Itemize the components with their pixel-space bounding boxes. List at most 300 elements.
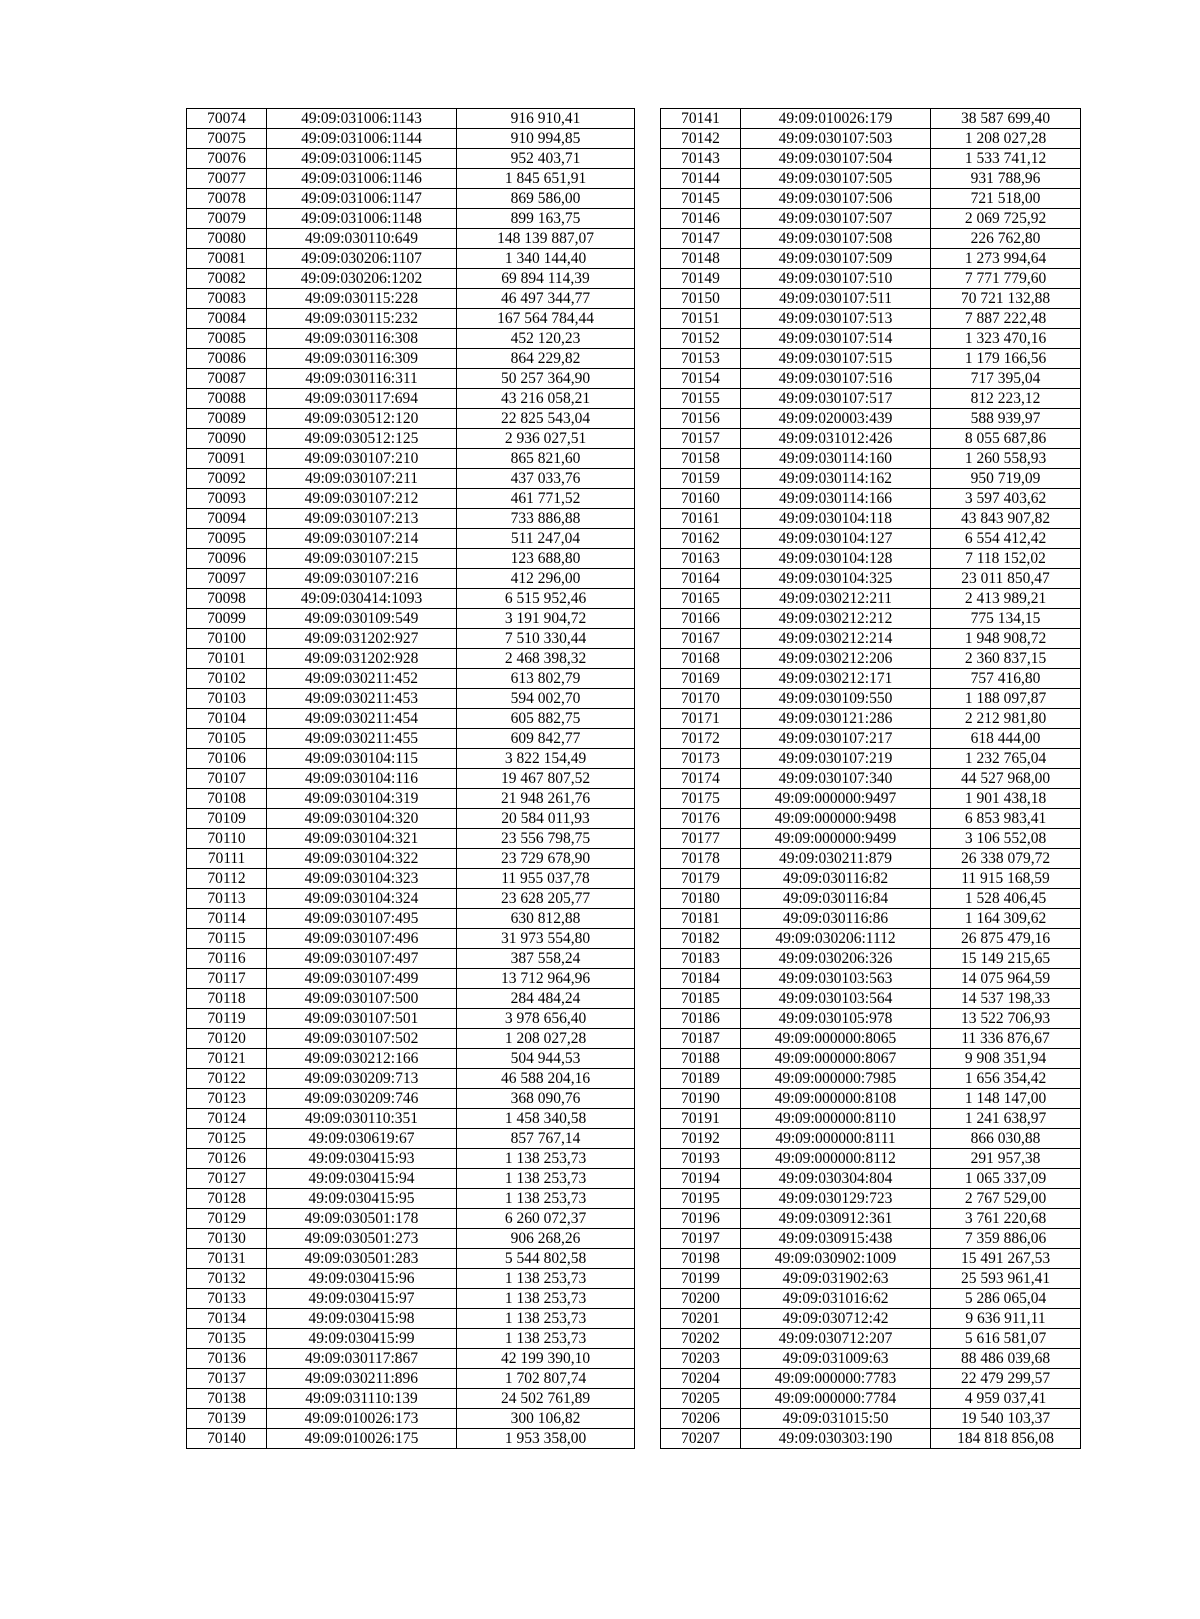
- table-row: [661, 289, 1081, 309]
- value-cell: 775 134,15: [931, 609, 1081, 629]
- cadastral-number-cell: 49:09:030212:171: [741, 669, 931, 689]
- row-number-cell: 70079: [187, 209, 267, 229]
- cadastral-number-cell: 49:09:030115:228: [267, 289, 457, 309]
- cadastral-number-cell: 49:09:030415:97: [267, 1289, 457, 1309]
- cadastral-number-cell: 49:09:031006:1146: [267, 169, 457, 189]
- table-row: [661, 1249, 1081, 1269]
- table-row: [661, 1389, 1081, 1409]
- row-number-cell: 70103: [187, 689, 267, 709]
- value-cell: 6 554 412,42: [931, 529, 1081, 549]
- value-cell: 42 199 390,10: [457, 1349, 635, 1369]
- row-number-cell: 70207: [661, 1429, 741, 1449]
- table-row: [661, 229, 1081, 249]
- table-row: [661, 1169, 1081, 1189]
- cadastral-number-cell: 49:09:030211:879: [741, 849, 931, 869]
- cadastral-number-cell: 49:09:030501:178: [267, 1209, 457, 1229]
- table-row: [661, 509, 1081, 529]
- value-cell: 1 953 358,00: [457, 1429, 635, 1449]
- value-cell: 3 106 552,08: [931, 829, 1081, 849]
- cadastral-number-cell: 49:09:030415:95: [267, 1189, 457, 1209]
- value-cell: 1 656 354,42: [931, 1069, 1081, 1089]
- cadastral-number-cell: 49:09:000000:7784: [741, 1389, 931, 1409]
- value-cell: 3 822 154,49: [457, 749, 635, 769]
- value-cell: 1 138 253,73: [457, 1169, 635, 1189]
- row-number-cell: 70123: [187, 1089, 267, 1109]
- row-number-cell: 70129: [187, 1209, 267, 1229]
- table-row: [187, 209, 635, 229]
- cadastral-number-cell: 49:09:030110:351: [267, 1109, 457, 1129]
- table-row: [661, 309, 1081, 329]
- cadastral-number-cell: 49:09:030211:896: [267, 1369, 457, 1389]
- value-cell: 2 212 981,80: [931, 709, 1081, 729]
- row-number-cell: 70198: [661, 1249, 741, 1269]
- row-number-cell: 70193: [661, 1149, 741, 1169]
- row-number-cell: 70132: [187, 1269, 267, 1289]
- value-cell: 812 223,12: [931, 389, 1081, 409]
- value-cell: 148 139 887,07: [457, 229, 635, 249]
- value-cell: 88 486 039,68: [931, 1349, 1081, 1369]
- table-row: [661, 749, 1081, 769]
- table-row: [187, 1389, 635, 1409]
- cadastral-number-cell: 49:09:030211:454: [267, 709, 457, 729]
- cadastral-number-cell: 49:09:030107:217: [741, 729, 931, 749]
- table-row: [661, 689, 1081, 709]
- value-cell: 23 011 850,47: [931, 569, 1081, 589]
- value-cell: 5 544 802,58: [457, 1249, 635, 1269]
- row-number-cell: 70206: [661, 1409, 741, 1429]
- row-number-cell: 70139: [187, 1409, 267, 1429]
- value-cell: 38 587 699,40: [931, 109, 1081, 129]
- value-cell: 23 628 205,77: [457, 889, 635, 909]
- row-number-cell: 70143: [661, 149, 741, 169]
- row-number-cell: 70189: [661, 1069, 741, 1089]
- cadastral-number-cell: 49:09:030712:42: [741, 1309, 931, 1329]
- table-row: [661, 1429, 1081, 1449]
- table-row: [661, 1409, 1081, 1429]
- cadastral-number-cell: 49:09:030107:502: [267, 1029, 457, 1049]
- cadastral-number-cell: 49:09:030104:128: [741, 549, 931, 569]
- cadastral-number-cell: 49:09:000000:8112: [741, 1149, 931, 1169]
- table-row: [187, 689, 635, 709]
- table-row: [661, 1189, 1081, 1209]
- row-number-cell: 70130: [187, 1229, 267, 1249]
- row-number-cell: 70088: [187, 389, 267, 409]
- row-number-cell: 70104: [187, 709, 267, 729]
- table-row: [187, 1089, 635, 1109]
- cadastral-number-cell: 49:09:030712:207: [741, 1329, 931, 1349]
- table-row: [187, 1069, 635, 1089]
- table-row: [187, 829, 635, 849]
- value-cell: 1 138 253,73: [457, 1329, 635, 1349]
- cadastral-number-cell: 49:09:030501:273: [267, 1229, 457, 1249]
- row-number-cell: 70155: [661, 389, 741, 409]
- cadastral-number-cell: 49:09:030212:214: [741, 629, 931, 649]
- row-number-cell: 70118: [187, 989, 267, 1009]
- value-cell: 865 821,60: [457, 449, 635, 469]
- value-cell: 23 729 678,90: [457, 849, 635, 869]
- row-number-cell: 70089: [187, 409, 267, 429]
- table-row: [661, 669, 1081, 689]
- cadastral-number-cell: 49:09:031006:1143: [267, 109, 457, 129]
- row-number-cell: 70094: [187, 509, 267, 529]
- table-row: [661, 1209, 1081, 1229]
- table-row: [661, 269, 1081, 289]
- table-row: [661, 389, 1081, 409]
- cadastral-number-cell: 49:09:000000:9497: [741, 789, 931, 809]
- cadastral-number-cell: 49:09:030116:311: [267, 369, 457, 389]
- value-cell: 22 479 299,57: [931, 1369, 1081, 1389]
- value-cell: 2 767 529,00: [931, 1189, 1081, 1209]
- table-row: [661, 469, 1081, 489]
- row-number-cell: 70180: [661, 889, 741, 909]
- row-number-cell: 70141: [661, 109, 741, 129]
- cadastral-number-cell: 49:09:000000:8108: [741, 1089, 931, 1109]
- value-cell: 717 395,04: [931, 369, 1081, 389]
- cadastral-number-cell: 49:09:020003:439: [741, 409, 931, 429]
- value-cell: 857 767,14: [457, 1129, 635, 1149]
- value-cell: 20 584 011,93: [457, 809, 635, 829]
- cadastral-number-cell: 49:09:030109:549: [267, 609, 457, 629]
- row-number-cell: 70151: [661, 309, 741, 329]
- value-cell: 43 843 907,82: [931, 509, 1081, 529]
- row-number-cell: 70179: [661, 869, 741, 889]
- value-cell: 50 257 364,90: [457, 369, 635, 389]
- row-number-cell: 70082: [187, 269, 267, 289]
- cadastral-number-cell: 49:09:030107:501: [267, 1009, 457, 1029]
- cadastral-number-cell: 49:09:030206:1202: [267, 269, 457, 289]
- cadastral-number-cell: 49:09:031015:50: [741, 1409, 931, 1429]
- value-cell: 6 515 952,46: [457, 589, 635, 609]
- row-number-cell: 70149: [661, 269, 741, 289]
- table-row: [661, 1009, 1081, 1029]
- value-cell: 1 702 807,74: [457, 1369, 635, 1389]
- cadastral-number-cell: 49:09:030107:215: [267, 549, 457, 569]
- cadastral-number-cell: 49:09:031006:1148: [267, 209, 457, 229]
- row-number-cell: 70162: [661, 529, 741, 549]
- value-cell: 916 910,41: [457, 109, 635, 129]
- row-number-cell: 70091: [187, 449, 267, 469]
- table-row: [187, 1129, 635, 1149]
- table-row: [187, 1329, 635, 1349]
- cadastral-number-cell: 49:09:030107:211: [267, 469, 457, 489]
- cadastral-number-cell: 49:09:000000:8111: [741, 1129, 931, 1149]
- cadastral-number-cell: 49:09:030116:86: [741, 909, 931, 929]
- table-row: [187, 1109, 635, 1129]
- table-row: [661, 609, 1081, 629]
- row-number-cell: 70115: [187, 929, 267, 949]
- table-row: [661, 149, 1081, 169]
- cadastral-number-cell: 49:09:031902:63: [741, 1269, 931, 1289]
- table-row: [187, 1269, 635, 1289]
- value-cell: 3 597 403,62: [931, 489, 1081, 509]
- table-row: [661, 1049, 1081, 1069]
- value-cell: 461 771,52: [457, 489, 635, 509]
- value-cell: 1 948 908,72: [931, 629, 1081, 649]
- row-number-cell: 70085: [187, 329, 267, 349]
- value-cell: 1 340 144,40: [457, 249, 635, 269]
- row-number-cell: 70076: [187, 149, 267, 169]
- row-number-cell: 70177: [661, 829, 741, 849]
- cadastral-number-cell: 49:09:030415:99: [267, 1329, 457, 1349]
- table-row: [661, 349, 1081, 369]
- cadastral-number-cell: 49:09:030104:116: [267, 769, 457, 789]
- table-row: [187, 889, 635, 909]
- table-row: [661, 1369, 1081, 1389]
- value-cell: 588 939,97: [931, 409, 1081, 429]
- table-row: [661, 1329, 1081, 1349]
- cadastral-number-cell: 49:09:030104:115: [267, 749, 457, 769]
- value-cell: 284 484,24: [457, 989, 635, 1009]
- table-row: [187, 869, 635, 889]
- row-number-cell: 70131: [187, 1249, 267, 1269]
- row-number-cell: 70101: [187, 649, 267, 669]
- value-cell: 6 260 072,37: [457, 1209, 635, 1229]
- value-cell: 19 467 807,52: [457, 769, 635, 789]
- table-row: [187, 1189, 635, 1209]
- row-number-cell: 70196: [661, 1209, 741, 1229]
- row-number-cell: 70105: [187, 729, 267, 749]
- cadastral-number-cell: 49:09:030211:453: [267, 689, 457, 709]
- value-cell: 46 588 204,16: [457, 1069, 635, 1089]
- value-cell: 69 894 114,39: [457, 269, 635, 289]
- table-row: [661, 989, 1081, 1009]
- row-number-cell: 70074: [187, 109, 267, 129]
- table-row: [187, 1349, 635, 1369]
- value-cell: 1 188 097,87: [931, 689, 1081, 709]
- table-row: [661, 129, 1081, 149]
- row-number-cell: 70081: [187, 249, 267, 269]
- cadastral-number-cell: 49:09:030415:93: [267, 1149, 457, 1169]
- table-row: [661, 709, 1081, 729]
- cadastral-number-cell: 49:09:030107:340: [741, 769, 931, 789]
- table-row: [661, 429, 1081, 449]
- value-cell: 1 528 406,45: [931, 889, 1081, 909]
- value-cell: 5 286 065,04: [931, 1289, 1081, 1309]
- table-row: [661, 409, 1081, 429]
- table-row: [187, 469, 635, 489]
- row-number-cell: 70112: [187, 869, 267, 889]
- row-number-cell: 70181: [661, 909, 741, 929]
- cadastral-number-cell: 49:09:030107:509: [741, 249, 931, 269]
- left-table: [186, 108, 635, 1449]
- row-number-cell: 70183: [661, 949, 741, 969]
- value-cell: 1 208 027,28: [457, 1029, 635, 1049]
- cadastral-number-cell: 49:09:030104:321: [267, 829, 457, 849]
- row-number-cell: 70205: [661, 1389, 741, 1409]
- row-number-cell: 70194: [661, 1169, 741, 1189]
- table-row: [661, 449, 1081, 469]
- table-row: [187, 449, 635, 469]
- row-number-cell: 70117: [187, 969, 267, 989]
- row-number-cell: 70106: [187, 749, 267, 769]
- row-number-cell: 70075: [187, 129, 267, 149]
- cadastral-number-cell: 49:09:030107:216: [267, 569, 457, 589]
- row-number-cell: 70120: [187, 1029, 267, 1049]
- value-cell: 291 957,38: [931, 1149, 1081, 1169]
- cadastral-number-cell: 49:09:030107:513: [741, 309, 931, 329]
- table-row: [187, 909, 635, 929]
- row-number-cell: 70188: [661, 1049, 741, 1069]
- row-number-cell: 70169: [661, 669, 741, 689]
- table-row: [187, 729, 635, 749]
- cadastral-number-cell: 49:09:030619:67: [267, 1129, 457, 1149]
- row-number-cell: 70168: [661, 649, 741, 669]
- value-cell: 1 232 765,04: [931, 749, 1081, 769]
- table-row: [661, 1349, 1081, 1369]
- value-cell: 21 948 261,76: [457, 789, 635, 809]
- value-cell: 70 721 132,88: [931, 289, 1081, 309]
- value-cell: 721 518,00: [931, 189, 1081, 209]
- cadastral-number-cell: 49:09:030107:210: [267, 449, 457, 469]
- table-row: [661, 969, 1081, 989]
- value-cell: 7 359 886,06: [931, 1229, 1081, 1249]
- table-row: [187, 189, 635, 209]
- table-row: [187, 229, 635, 249]
- table-row: [661, 1269, 1081, 1289]
- cadastral-number-cell: 49:09:030107:212: [267, 489, 457, 509]
- cadastral-number-cell: 49:09:010026:179: [741, 109, 931, 129]
- cadastral-number-cell: 49:09:031012:426: [741, 429, 931, 449]
- cadastral-number-cell: 49:09:030209:746: [267, 1089, 457, 1109]
- cadastral-number-cell: 49:09:030105:978: [741, 1009, 931, 1029]
- row-number-cell: 70096: [187, 549, 267, 569]
- value-cell: 14 537 198,33: [931, 989, 1081, 1009]
- row-number-cell: 70203: [661, 1349, 741, 1369]
- row-number-cell: 70138: [187, 1389, 267, 1409]
- value-cell: 1 323 470,16: [931, 329, 1081, 349]
- cadastral-number-cell: 49:09:030107:503: [741, 129, 931, 149]
- value-cell: 3 191 904,72: [457, 609, 635, 629]
- cadastral-number-cell: 49:09:030415:96: [267, 1269, 457, 1289]
- value-cell: 31 973 554,80: [457, 929, 635, 949]
- table-row: [661, 889, 1081, 909]
- value-cell: 866 030,88: [931, 1129, 1081, 1149]
- row-number-cell: 70202: [661, 1329, 741, 1349]
- cadastral-number-cell: 49:09:030117:694: [267, 389, 457, 409]
- value-cell: 1 241 638,97: [931, 1109, 1081, 1129]
- row-number-cell: 70185: [661, 989, 741, 1009]
- table-row: [661, 549, 1081, 569]
- value-cell: 1 138 253,73: [457, 1269, 635, 1289]
- row-number-cell: 70093: [187, 489, 267, 509]
- value-cell: 1 164 309,62: [931, 909, 1081, 929]
- row-number-cell: 70137: [187, 1369, 267, 1389]
- cadastral-number-cell: 49:09:030212:211: [741, 589, 931, 609]
- row-number-cell: 70077: [187, 169, 267, 189]
- table-row: [187, 849, 635, 869]
- row-number-cell: 70157: [661, 429, 741, 449]
- value-cell: 952 403,71: [457, 149, 635, 169]
- cadastral-number-cell: 49:09:030109:550: [741, 689, 931, 709]
- value-cell: 2 936 027,51: [457, 429, 635, 449]
- cadastral-number-cell: 49:09:030303:190: [741, 1429, 931, 1449]
- cadastral-number-cell: 49:09:030107:506: [741, 189, 931, 209]
- row-number-cell: 70126: [187, 1149, 267, 1169]
- table-row: [187, 489, 635, 509]
- table-row: [187, 1369, 635, 1389]
- cadastral-number-cell: 49:09:000000:9499: [741, 829, 931, 849]
- table-row: [187, 169, 635, 189]
- value-cell: 504 944,53: [457, 1049, 635, 1069]
- value-cell: 1 901 438,18: [931, 789, 1081, 809]
- value-cell: 1 138 253,73: [457, 1309, 635, 1329]
- cadastral-number-cell: 49:09:031016:62: [741, 1289, 931, 1309]
- table-row: [661, 369, 1081, 389]
- cadastral-number-cell: 49:09:030212:206: [741, 649, 931, 669]
- row-number-cell: 70122: [187, 1069, 267, 1089]
- row-number-cell: 70098: [187, 589, 267, 609]
- value-cell: 7 887 222,48: [931, 309, 1081, 329]
- row-number-cell: 70109: [187, 809, 267, 829]
- table-row: [187, 329, 635, 349]
- cadastral-number-cell: 49:09:030104:323: [267, 869, 457, 889]
- table-row: [187, 1229, 635, 1249]
- row-number-cell: 70127: [187, 1169, 267, 1189]
- value-cell: 613 802,79: [457, 669, 635, 689]
- value-cell: 3 761 220,68: [931, 1209, 1081, 1229]
- row-number-cell: 70192: [661, 1129, 741, 1149]
- row-number-cell: 70170: [661, 689, 741, 709]
- cadastral-number-cell: 49:09:030117:867: [267, 1349, 457, 1369]
- table-row: [661, 489, 1081, 509]
- row-number-cell: 70190: [661, 1089, 741, 1109]
- cadastral-number-cell: 49:09:030107:511: [741, 289, 931, 309]
- cadastral-number-cell: 49:09:030107:497: [267, 949, 457, 969]
- value-cell: 7 771 779,60: [931, 269, 1081, 289]
- table-row: [661, 929, 1081, 949]
- table-row: [187, 249, 635, 269]
- cadastral-number-cell: 49:09:000000:8067: [741, 1049, 931, 1069]
- cadastral-number-cell: 49:09:030104:320: [267, 809, 457, 829]
- row-number-cell: 70163: [661, 549, 741, 569]
- row-number-cell: 70158: [661, 449, 741, 469]
- value-cell: 8 055 687,86: [931, 429, 1081, 449]
- table-row: [187, 1049, 635, 1069]
- row-number-cell: 70186: [661, 1009, 741, 1029]
- table-row: [187, 269, 635, 289]
- value-cell: 906 268,26: [457, 1229, 635, 1249]
- cadastral-number-cell: 49:09:030206:326: [741, 949, 931, 969]
- value-cell: 2 069 725,92: [931, 209, 1081, 229]
- row-number-cell: 70153: [661, 349, 741, 369]
- table-row: [661, 569, 1081, 589]
- row-number-cell: 70197: [661, 1229, 741, 1249]
- value-cell: 15 491 267,53: [931, 1249, 1081, 1269]
- cadastral-number-cell: 49:09:010026:175: [267, 1429, 457, 1449]
- cadastral-number-cell: 49:09:030104:325: [741, 569, 931, 589]
- cadastral-number-cell: 49:09:031006:1144: [267, 129, 457, 149]
- cadastral-number-cell: 49:09:030114:166: [741, 489, 931, 509]
- row-number-cell: 70107: [187, 769, 267, 789]
- row-number-cell: 70154: [661, 369, 741, 389]
- value-cell: 1 138 253,73: [457, 1149, 635, 1169]
- row-number-cell: 70108: [187, 789, 267, 809]
- row-number-cell: 70204: [661, 1369, 741, 1389]
- value-cell: 869 586,00: [457, 189, 635, 209]
- row-number-cell: 70159: [661, 469, 741, 489]
- value-cell: 26 338 079,72: [931, 849, 1081, 869]
- cadastral-number-cell: 49:09:030103:564: [741, 989, 931, 1009]
- table-row: [187, 789, 635, 809]
- table-row: [661, 529, 1081, 549]
- cadastral-number-cell: 49:09:030107:514: [741, 329, 931, 349]
- table-row: [187, 749, 635, 769]
- row-number-cell: 70110: [187, 829, 267, 849]
- table-row: [661, 1289, 1081, 1309]
- cadastral-number-cell: 49:09:030107:508: [741, 229, 931, 249]
- row-number-cell: 70144: [661, 169, 741, 189]
- table-row: [661, 769, 1081, 789]
